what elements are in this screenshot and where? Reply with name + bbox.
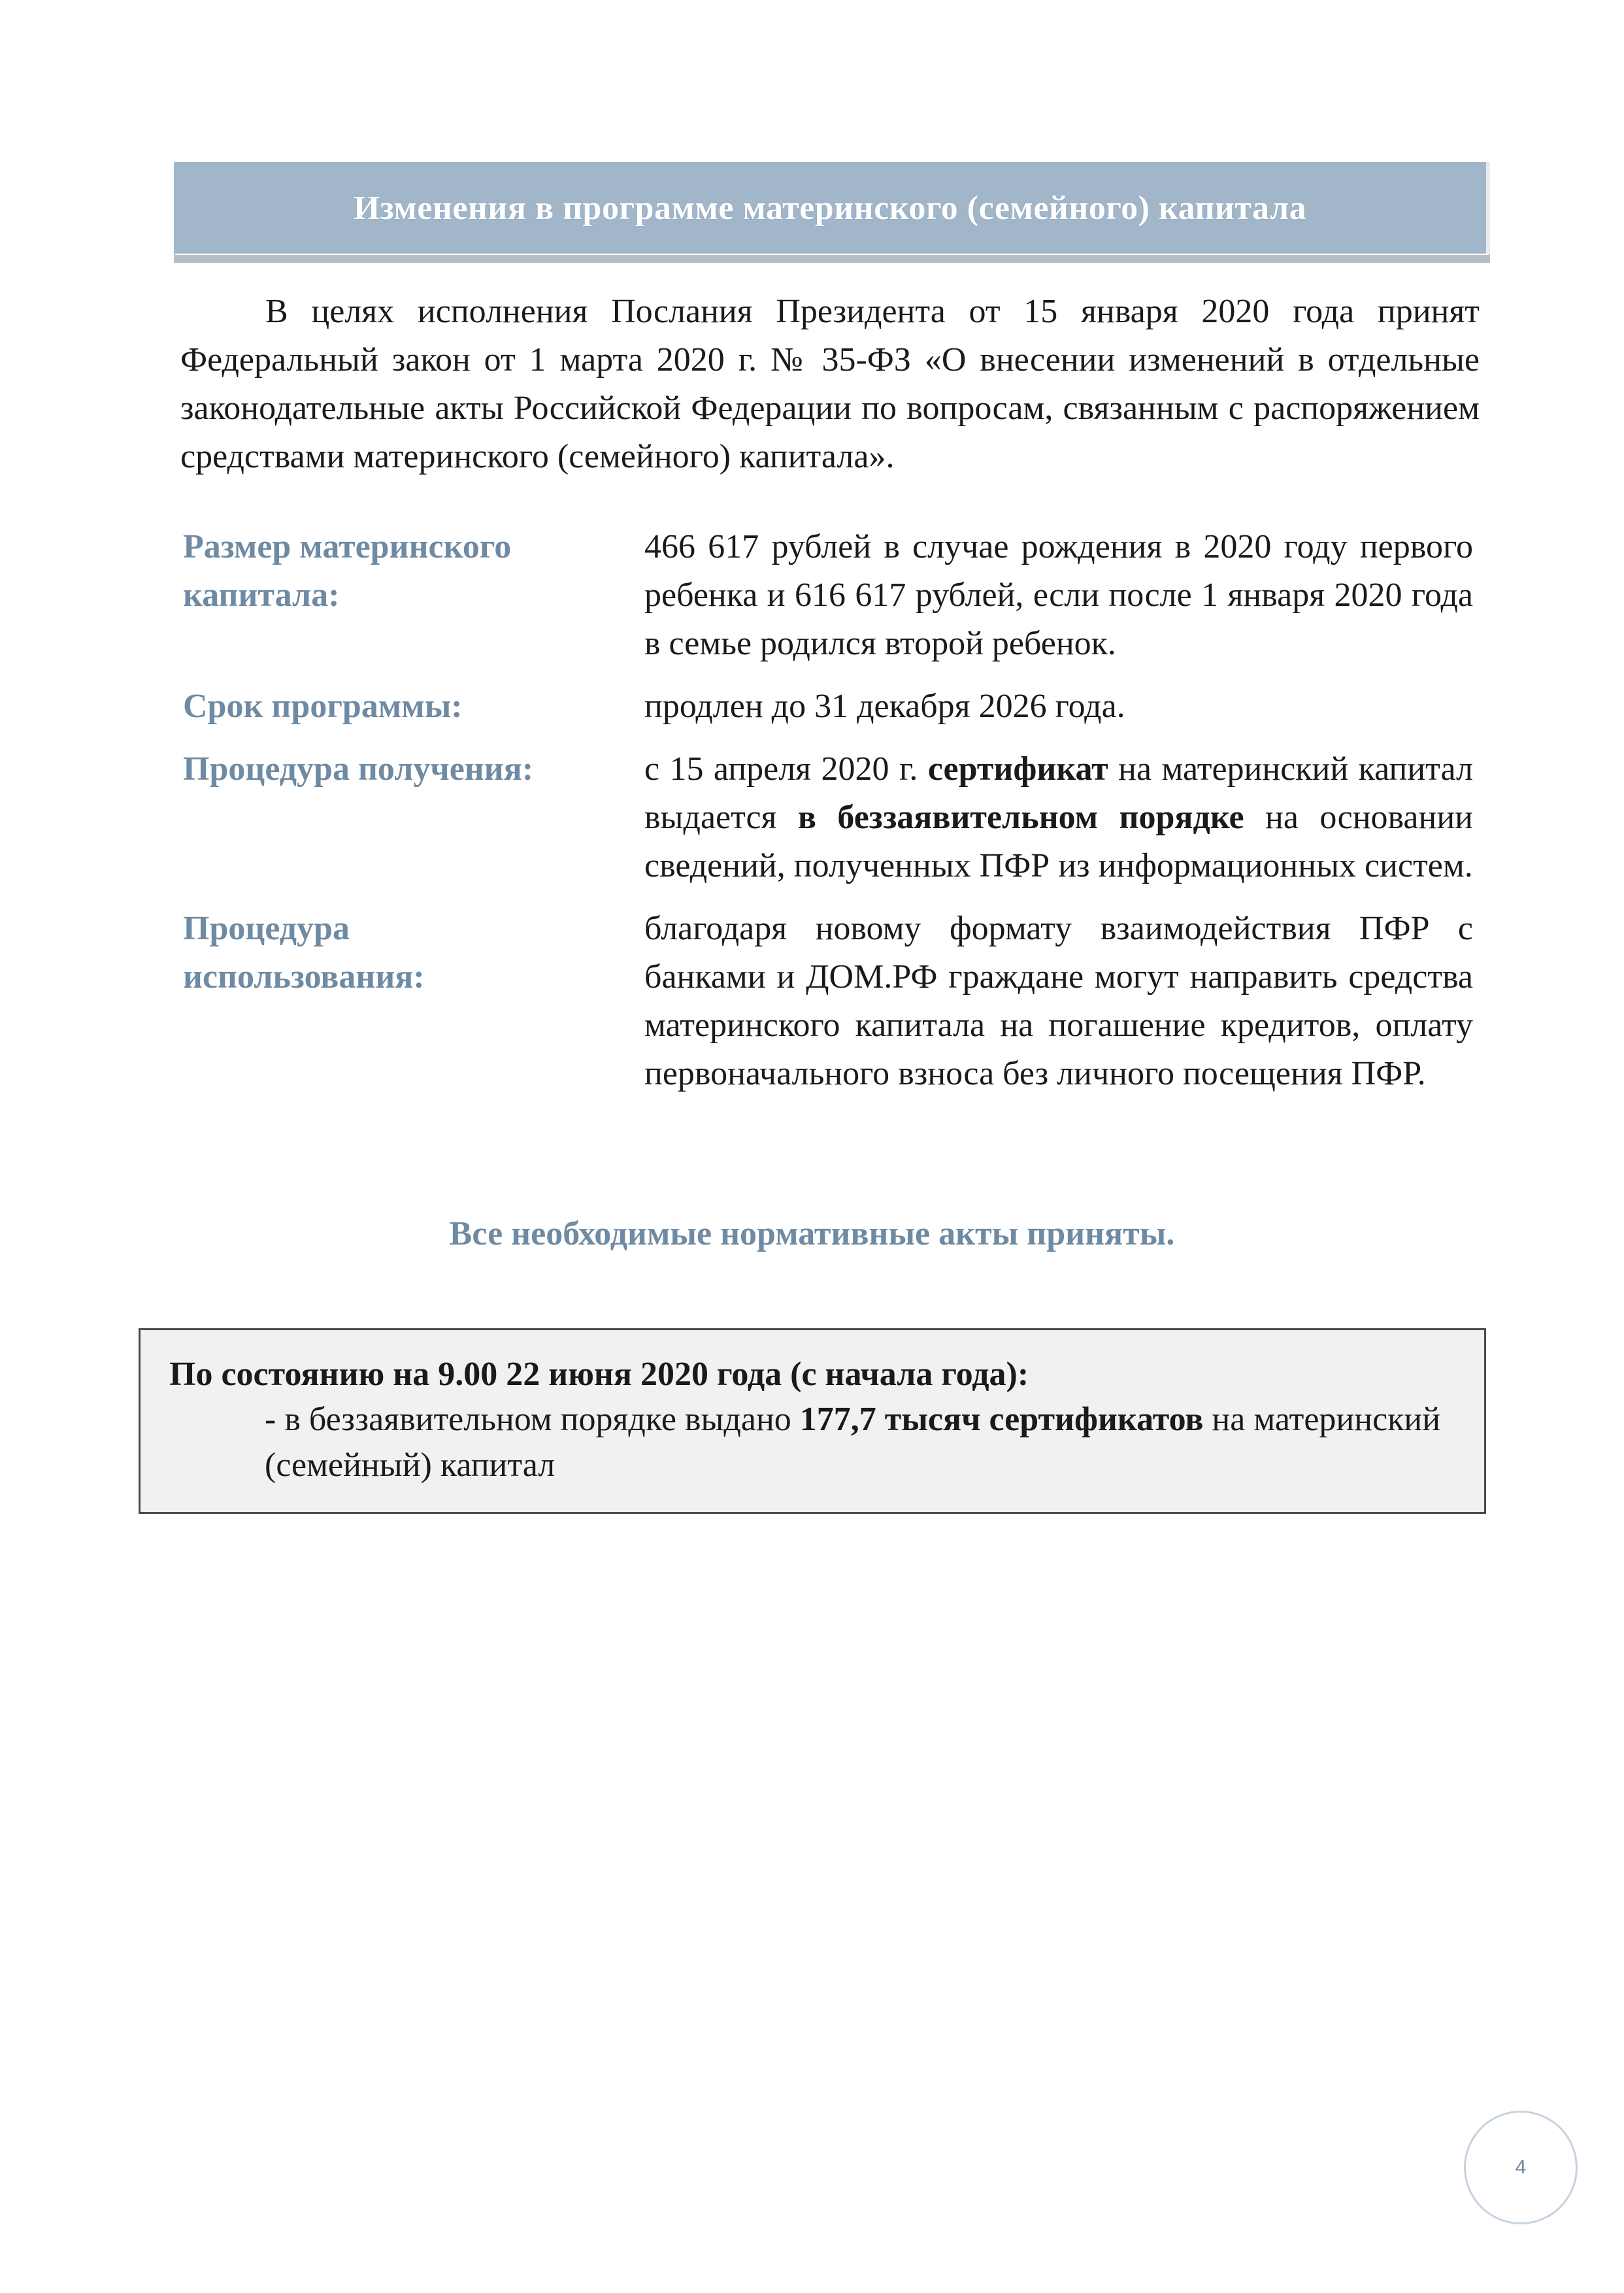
fact-value-text: с 15 апреля 2020 г. [644, 750, 928, 788]
fact-value: 466 617 рублей в случае рождения в 2020 году первого ребенка и 616 617 рублей, если после 1 января 2020 года в семье родился второй ребенок. [644, 528, 1473, 662]
status-title: По состоянию на 9.00 22 июня 2020 года (с начала года): [169, 1356, 1029, 1393]
header-underline-divider [174, 255, 1490, 259]
fact-value-emphasis: сертификат [927, 750, 1108, 788]
fact-row-obtaining [183, 745, 1477, 890]
facts-list [183, 523, 1477, 1113]
fact-value: благодаря новому формату взаимодействия ПФР с банками и ДОМ.РФ граждане могут направить средства материнского капитала на погашение кредитов, оплату первоначального взноса без личного посещения ПФР. [644, 910, 1473, 1092]
fact-label: Размер материнского капитала: [183, 528, 512, 614]
intro-paragraph: В целях исполнения Послания Президента от 15 января 2020 года принят Федеральный закон от 1 марта 2020 г. № 35-ФЗ «О внесении изменений в отдельные законодательные акты Российской Федерации по вопросам, связанным с распоряжением средствами материнского (семейного) капитала». [180, 293, 1480, 475]
fact-label: Процедура использования: [183, 910, 425, 996]
status-box [139, 1328, 1486, 1514]
status-line-text: - в беззаявительном порядке выдано [265, 1401, 800, 1438]
fact-label: Процедура получения: [183, 750, 534, 788]
status-line [265, 1397, 1454, 1488]
fact-value [644, 745, 1473, 890]
page-number: 4 [1515, 2156, 1527, 2178]
fact-label: Срок программы: [183, 688, 463, 725]
fact-row-amount [183, 523, 1477, 668]
status-line-text: на материнский (семейный) капитал [265, 1401, 1441, 1484]
fact-row-term [183, 682, 1477, 731]
fact-row-usage [183, 905, 1477, 1098]
section-title: Изменения в программе материнского (семейного) капитала [353, 189, 1307, 227]
section-header-band [174, 162, 1490, 254]
fact-value-text: на основании сведений, полученных ПФР из информационных систем. [644, 799, 1473, 884]
conclusion-text: Все необходимые нормативные акты приняты. [449, 1215, 1175, 1252]
fact-value: продлен до 31 декабря 2026 года. [644, 688, 1125, 725]
fact-value-text: на материнский капитал выдается [644, 750, 1473, 836]
status-line-emphasis: 177,7 тысяч сертификатов [799, 1401, 1204, 1438]
fact-value-emphasis: в беззаявительном порядке [797, 799, 1244, 836]
page-number-badge [1464, 2111, 1578, 2224]
